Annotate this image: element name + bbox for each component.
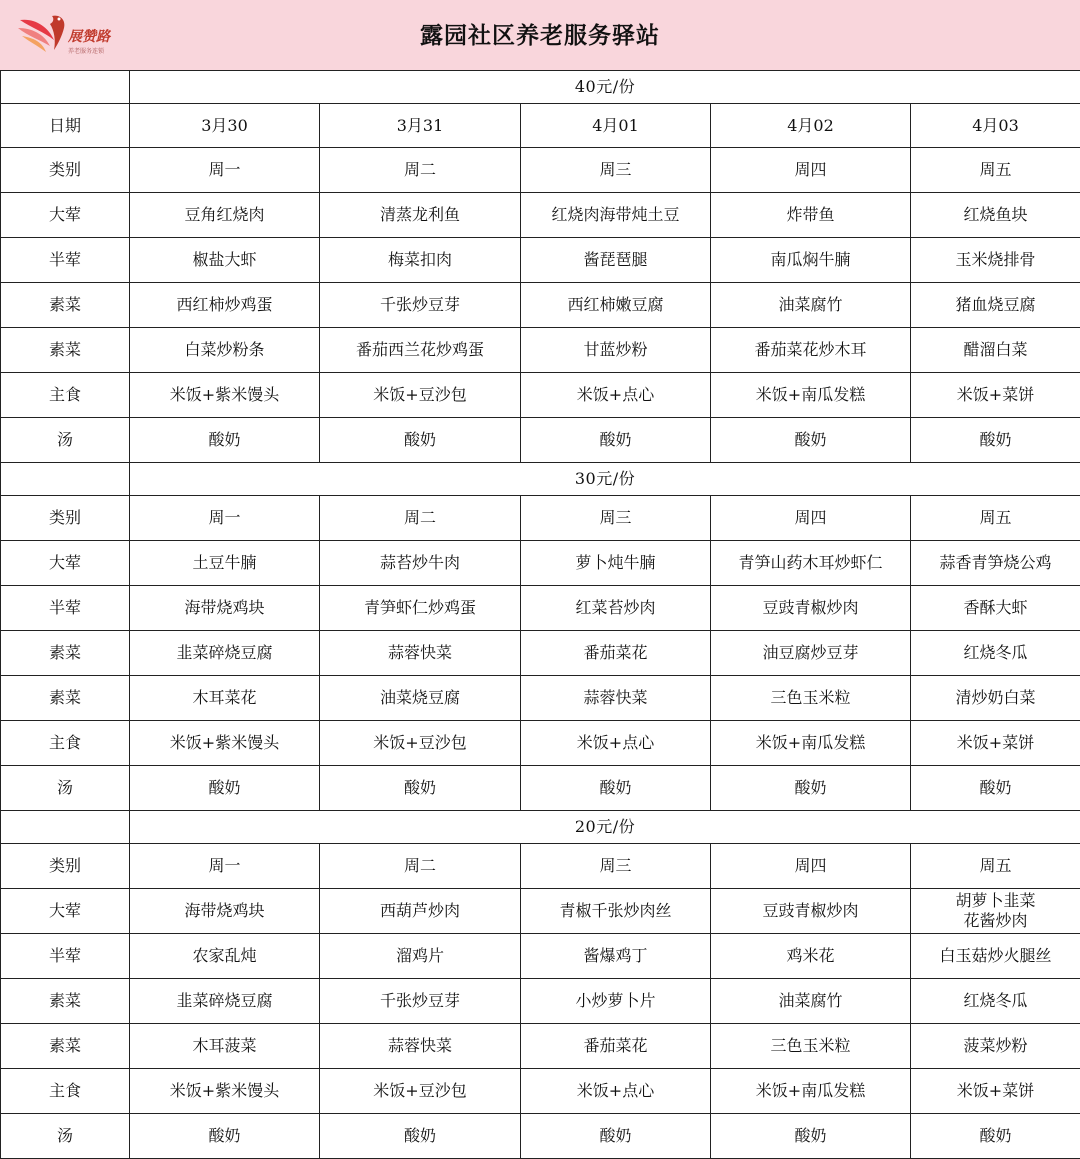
dish-cell: 白玉菇炒火腿丝	[911, 934, 1080, 979]
dish-cell: 米饭+南瓜发糕	[711, 721, 911, 766]
dish-cell: 米饭+菜饼	[911, 1069, 1080, 1114]
weekday-row	[1, 496, 1080, 541]
soup-row	[1, 1114, 1080, 1159]
dish-cell: 油菜腐竹	[711, 979, 911, 1024]
weekday-row	[1, 844, 1080, 889]
row-label: 主食	[1, 721, 130, 766]
weekday-cell: 周二	[320, 496, 521, 541]
dish-cell: 红菜苔炒肉	[521, 586, 711, 631]
big-meat-row	[1, 889, 1080, 934]
dish-cell: 醋溜白菜	[911, 328, 1080, 373]
staple-row	[1, 721, 1080, 766]
dish-cell: 酸奶	[911, 766, 1080, 811]
dish-cell: 红烧冬瓜	[911, 631, 1080, 676]
logo-subtitle: 养老服务连锁	[68, 46, 104, 55]
weekday-cell: 周三	[521, 844, 711, 889]
weekday-cell: 周四	[711, 496, 911, 541]
dish-cell: 油豆腐炒豆芽	[711, 631, 911, 676]
price-header: 20元/份	[130, 811, 1080, 844]
empty-cell	[1, 463, 130, 496]
price-header: 30元/份	[130, 463, 1080, 496]
dish-cell: 白菜炒粉条	[130, 328, 320, 373]
row-label: 汤	[1, 1114, 130, 1159]
dish-cell: 豆豉青椒炒肉	[711, 889, 911, 934]
dish-cell: 清炒奶白菜	[911, 676, 1080, 721]
dish-cell: 蒜蓉快菜	[320, 1024, 521, 1069]
dish-cell: 萝卜炖牛腩	[521, 541, 711, 586]
dish-cell: 米饭+南瓜发糕	[711, 1069, 911, 1114]
row-label: 大荤	[1, 193, 130, 238]
dish-cell: 南瓜焖牛腩	[711, 238, 911, 283]
soup-row	[1, 418, 1080, 463]
empty-cell	[1, 71, 130, 104]
page-title: 露园社区养老服务驿站	[0, 0, 1080, 70]
dish-cell: 木耳菜花	[130, 676, 320, 721]
dish-cell: 豆豉青椒炒肉	[711, 586, 911, 631]
dish-cell: 酸奶	[320, 418, 521, 463]
dish-cell: 青笋山药木耳炒虾仁	[711, 541, 911, 586]
dish-cell: 蒜蓉快菜	[521, 676, 711, 721]
weekday-cell: 周一	[130, 148, 320, 193]
dish-cell: 蒜苔炒牛肉	[320, 541, 521, 586]
dish-cell: 三色玉米粒	[711, 676, 911, 721]
dish-cell: 米饭+豆沙包	[320, 721, 521, 766]
weekday-cell: 周三	[521, 148, 711, 193]
dish-cell: 甘蓝炒粉	[521, 328, 711, 373]
weekday-cell: 周五	[911, 148, 1080, 193]
dish-cell: 米饭+菜饼	[911, 373, 1080, 418]
dish-cell: 红烧冬瓜	[911, 979, 1080, 1024]
dish-cell: 番茄菜花	[521, 631, 711, 676]
dish-cell: 酸奶	[711, 766, 911, 811]
date-cell: 4月02	[711, 104, 911, 148]
weekday-cell: 周一	[130, 844, 320, 889]
dish-cell: 米饭+紫米馒头	[130, 1069, 320, 1114]
dish-cell: 酱琵琶腿	[521, 238, 711, 283]
dish-cell: 酸奶	[911, 418, 1080, 463]
row-label: 素菜	[1, 631, 130, 676]
dish-cell: 溜鸡片	[320, 934, 521, 979]
dish-cell: 酸奶	[130, 766, 320, 811]
weekday-cell: 周四	[711, 844, 911, 889]
date-cell: 3月30	[130, 104, 320, 148]
dish-cell: 米饭+点心	[521, 721, 711, 766]
row-label: 素菜	[1, 283, 130, 328]
dish-cell: 米饭+紫米馒头	[130, 373, 320, 418]
dish-line: 胡萝卜韭菜	[911, 891, 1080, 911]
dish-cell: 玉米烧排骨	[911, 238, 1080, 283]
dish-cell: 梅菜扣肉	[320, 238, 521, 283]
dish-cell: 酸奶	[521, 1114, 711, 1159]
half-meat-row	[1, 934, 1080, 979]
row-label: 日期	[1, 104, 130, 148]
dish-cell: 红烧肉海带炖土豆	[521, 193, 711, 238]
dish-cell: 农家乱炖	[130, 934, 320, 979]
dish-cell: 香酥大虾	[911, 586, 1080, 631]
row-label: 汤	[1, 418, 130, 463]
dish-cell: 猪血烧豆腐	[911, 283, 1080, 328]
half-meat-row	[1, 238, 1080, 283]
row-label: 素菜	[1, 979, 130, 1024]
big-meat-row	[1, 541, 1080, 586]
dish-cell: 米饭+南瓜发糕	[711, 373, 911, 418]
dish-cell: 千张炒豆芽	[320, 979, 521, 1024]
weekday-cell: 周五	[911, 844, 1080, 889]
row-label: 类别	[1, 496, 130, 541]
dish-cell: 千张炒豆芽	[320, 283, 521, 328]
weekday-cell: 周五	[911, 496, 1080, 541]
weekday-cell: 周一	[130, 496, 320, 541]
row-label: 大荤	[1, 889, 130, 934]
logo-name: 展赞路	[68, 26, 110, 46]
dish-cell: 海带烧鸡块	[130, 586, 320, 631]
veg-row	[1, 328, 1080, 373]
dish-cell: 西葫芦炒肉	[320, 889, 521, 934]
dish-cell: 鸡米花	[711, 934, 911, 979]
staple-row	[1, 373, 1080, 418]
dish-cell: 米饭+豆沙包	[320, 373, 521, 418]
price-row	[1, 811, 1080, 844]
dish-cell: 番茄西兰花炒鸡蛋	[320, 328, 521, 373]
veg-row	[1, 1024, 1080, 1069]
dish-cell: 三色玉米粒	[711, 1024, 911, 1069]
row-label: 素菜	[1, 676, 130, 721]
dish-cell: 酸奶	[521, 766, 711, 811]
dish-cell: 油菜腐竹	[711, 283, 911, 328]
dish-cell: 木耳菠菜	[130, 1024, 320, 1069]
dish-cell: 菠菜炒粉	[911, 1024, 1080, 1069]
empty-cell	[1, 811, 130, 844]
row-label: 汤	[1, 766, 130, 811]
date-cell: 4月01	[521, 104, 711, 148]
dish-cell: 酸奶	[130, 418, 320, 463]
dish-cell: 酸奶	[711, 1114, 911, 1159]
dish-cell: 椒盐大虾	[130, 238, 320, 283]
dish-cell-two-line	[911, 889, 1080, 934]
row-label: 半荤	[1, 586, 130, 631]
row-label: 半荤	[1, 934, 130, 979]
date-row	[1, 104, 1080, 148]
soup-row	[1, 766, 1080, 811]
dish-cell: 酸奶	[711, 418, 911, 463]
dish-cell: 酸奶	[320, 766, 521, 811]
dish-cell: 豆角红烧肉	[130, 193, 320, 238]
dish-cell: 青椒千张炒肉丝	[521, 889, 711, 934]
veg-row	[1, 631, 1080, 676]
veg-row	[1, 979, 1080, 1024]
big-meat-row	[1, 193, 1080, 238]
dish-cell: 米饭+菜饼	[911, 721, 1080, 766]
dish-cell: 酸奶	[320, 1114, 521, 1159]
weekday-cell: 周二	[320, 844, 521, 889]
price-header: 40元/份	[130, 71, 1080, 104]
dish-cell: 米饭+点心	[521, 1069, 711, 1114]
dish-cell: 韭菜碎烧豆腐	[130, 631, 320, 676]
dish-cell: 炸带鱼	[711, 193, 911, 238]
date-cell: 4月03	[911, 104, 1080, 148]
menu-table	[0, 70, 1080, 1159]
dish-cell: 西红柿嫩豆腐	[521, 283, 711, 328]
dish-cell: 海带烧鸡块	[130, 889, 320, 934]
row-label: 类别	[1, 844, 130, 889]
dish-cell: 清蒸龙利鱼	[320, 193, 521, 238]
row-label: 半荤	[1, 238, 130, 283]
row-label: 主食	[1, 373, 130, 418]
dish-cell: 红烧鱼块	[911, 193, 1080, 238]
dish-cell: 西红柿炒鸡蛋	[130, 283, 320, 328]
dish-line: 花酱炒肉	[911, 911, 1080, 931]
weekday-cell: 周二	[320, 148, 521, 193]
dish-cell: 油菜烧豆腐	[320, 676, 521, 721]
dish-cell: 米饭+豆沙包	[320, 1069, 521, 1114]
dish-cell: 酸奶	[130, 1114, 320, 1159]
row-label: 类别	[1, 148, 130, 193]
weekday-cell: 周四	[711, 148, 911, 193]
price-row	[1, 71, 1080, 104]
row-label: 大荤	[1, 541, 130, 586]
dish-cell: 蒜香青笋烧公鸡	[911, 541, 1080, 586]
dish-cell: 米饭+点心	[521, 373, 711, 418]
dish-cell: 番茄菜花	[521, 1024, 711, 1069]
weekday-row	[1, 148, 1080, 193]
dish-cell: 小炒萝卜片	[521, 979, 711, 1024]
dish-cell: 蒜蓉快菜	[320, 631, 521, 676]
row-label: 素菜	[1, 1024, 130, 1069]
date-cell: 3月31	[320, 104, 521, 148]
dish-cell: 青笋虾仁炒鸡蛋	[320, 586, 521, 631]
veg-row	[1, 283, 1080, 328]
veg-row	[1, 676, 1080, 721]
weekday-cell: 周三	[521, 496, 711, 541]
dish-cell: 韭菜碎烧豆腐	[130, 979, 320, 1024]
dish-cell: 酱爆鸡丁	[521, 934, 711, 979]
price-row	[1, 463, 1080, 496]
row-label: 素菜	[1, 328, 130, 373]
dish-cell: 酸奶	[521, 418, 711, 463]
dish-cell: 米饭+紫米馒头	[130, 721, 320, 766]
row-label: 主食	[1, 1069, 130, 1114]
dish-cell: 酸奶	[911, 1114, 1080, 1159]
dish-cell: 番茄菜花炒木耳	[711, 328, 911, 373]
dish-cell: 土豆牛腩	[130, 541, 320, 586]
half-meat-row	[1, 586, 1080, 631]
staple-row	[1, 1069, 1080, 1114]
